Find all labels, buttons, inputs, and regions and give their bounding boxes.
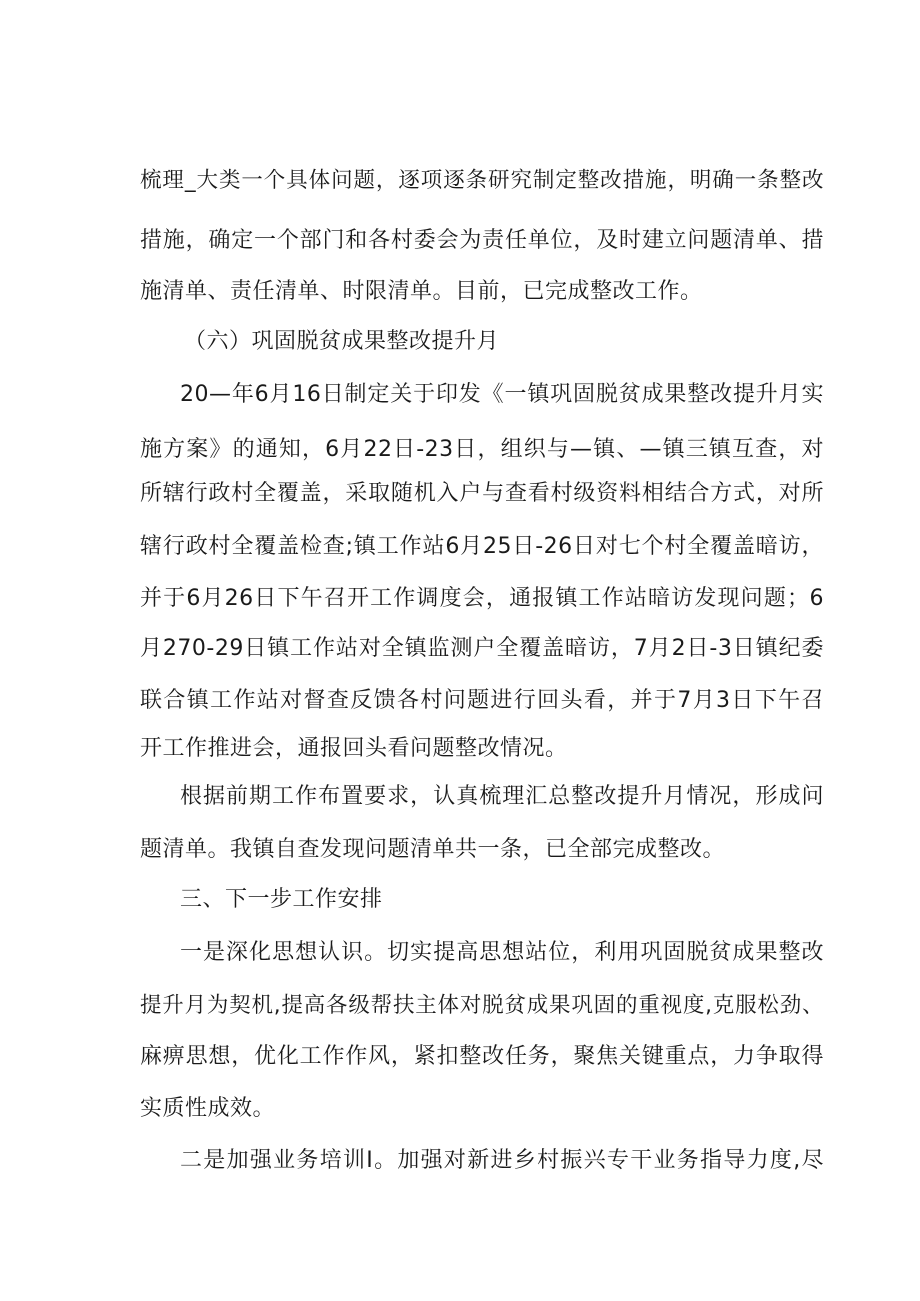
text-line: 实质性成效。 [140, 1096, 276, 1121]
text-line: 梳理_大类一个具体问题，逐项逐条研究制定整改措施，明确一条整改 [140, 168, 824, 193]
text-line: 麻痹思想，优化工作作风，紧扣整改任务，聚焦关键重点，力争取得 [140, 1044, 824, 1069]
text-line: 施清单、责任清单、时限清单。目前，已完成整改工作。 [140, 279, 703, 304]
text-line: 开工作推进会，通报回头看问题整改情况。 [140, 736, 568, 761]
text-line: 联合镇工作站对督查反馈各村问题进行回头看，并于7月3日下午召 [140, 688, 824, 713]
text-line: 施方案》的通知，6月22日-23日，组织与—镇、—镇三镇互查，对 [140, 437, 824, 462]
section-heading: （六）巩固脱贫成果整改提升月 [184, 329, 500, 354]
text-line: 措施，确定一个部门和各村委会为责任单位，及时建立问题清单、措 [140, 228, 824, 253]
text-line: 所辖行政村全覆盖，采取随机入户与查看村级资料相结合方式，对所 [140, 481, 824, 506]
text-line: 20—年6月16日制定关于印发《一镇巩固脱贫成果整改提升月实 [180, 382, 824, 407]
text-line: 并于6月26日下午召开工作调度会，通报镇工作站暗访发现问题；6 [140, 586, 824, 611]
text-line: 一是深化思想认识。切实提高思想站位，利用巩固脱贫成果整改 [180, 940, 824, 965]
text-line: 提升月为契机,提高各级帮扶主体对脱贫成果巩固的重视度,克服松劲、 [140, 993, 824, 1018]
text-line: 辖行政村全覆盖检查;镇工作站6月25日-26日对七个村全覆盖暗访， [140, 534, 824, 559]
text-line: 二是加强业务培训I。加强对新进乡村振兴专干业务指导力度,尽 [180, 1148, 824, 1173]
text-line: 根据前期工作布置要求，认真梳理汇总整改提升月情况，形成问 [180, 784, 824, 809]
text-line: 月270-29日镇工作站对全镇监测户全覆盖暗访，7月2日-3日镇纪委 [140, 636, 824, 661]
section-heading: 三、下一步工作安排 [180, 887, 383, 912]
text-line: 题清单。我镇自查发现问题清单共一条，已全部完成整改。 [140, 837, 726, 862]
